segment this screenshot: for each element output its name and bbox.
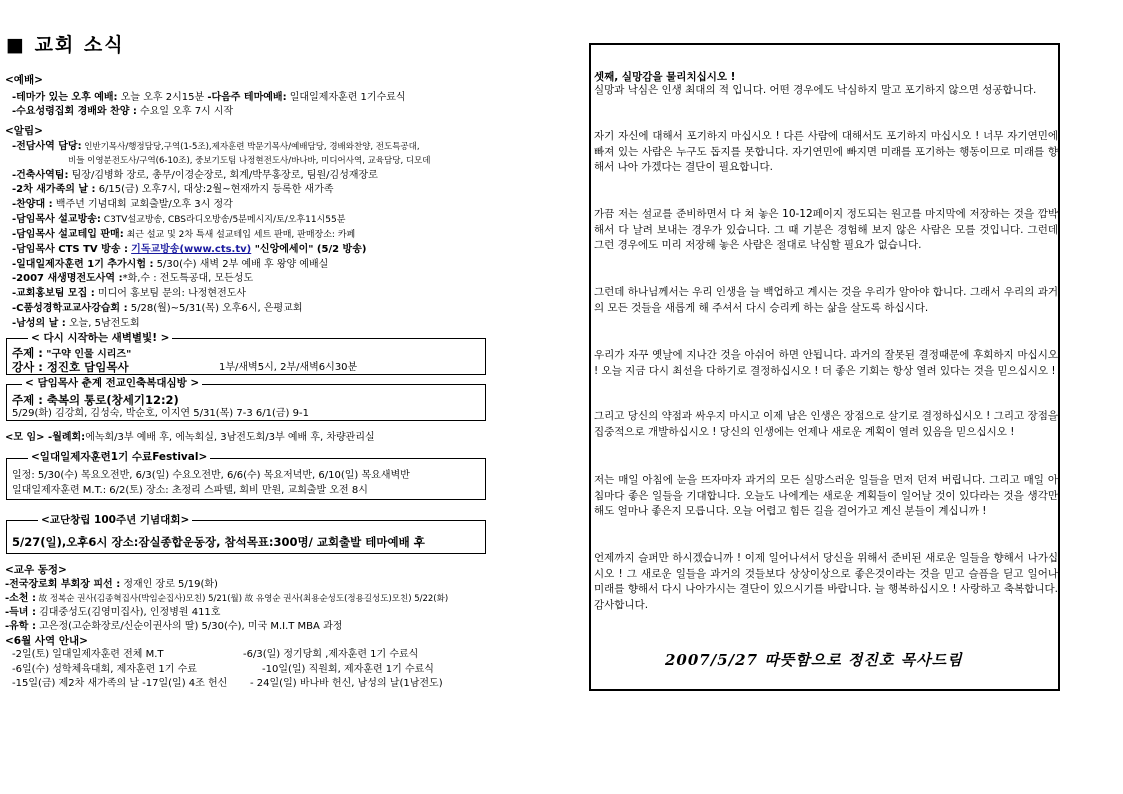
essay-title: 셋째, 실망감을 물리치십시오 ! (594, 71, 736, 83)
june-line: - 24일(일) 바나바 헌신, 남성의 날(1남전도) (250, 678, 443, 689)
notice-label: -담임목사 설교테입 판매: (12, 229, 124, 240)
notices-heading: <알림> (5, 125, 43, 137)
notice-line (12, 302, 303, 315)
member-line (5, 578, 218, 591)
notice-label: -2차 새가족의 날 : (12, 184, 96, 195)
member-text: 故 정복순 권사(김종혁집사(박임순집사)모친) 5/21(월) 故 유영순 권사(최용순성도(정용길성도)모친) 5/22(화) (35, 594, 449, 604)
meetings-text: 에녹회/3부 예배 후, 에녹회실, 3남전도회/3부 예배 후, 차량관리실 (85, 432, 375, 443)
notice-line (12, 183, 334, 196)
pastor-essay-box (589, 43, 1060, 691)
member-label: -소천 : (5, 593, 36, 604)
worship-text: 오늘 오후 2시15분 (117, 92, 208, 103)
notice-text: 5/28(월)~5/31(목) 오후6시, 은평교회 (127, 303, 303, 314)
worship-line-2 (12, 105, 233, 118)
notice-text: "신앙에세이" (5/2 방송) (251, 244, 367, 255)
festival-line-1: 일정: 5/30(수) 목요오전반, 6/3(일) 수요오전반, 6/6(수) 목요저녁반, 6/10(일) 목요새벽반 (12, 470, 410, 481)
dawn-speaker-label: 강사 : 정진호 담임목사 (12, 360, 129, 374)
member-text: 고은정(고순화장로/신순이권사의 딸) 5/30(수), 미국 M.I.T MBA 과정 (35, 621, 343, 632)
essay-paragraph: 우리가 자꾸 옛날에 지나간 것을 아쉬어 하면 안됩니다. 과거의 잘못된 결정때문에 후회하지 마십시오 ! 오늘 지금 다시 최선을 다하기로 결정하십시오 ! 더 좋은 기회는 항상 열려 있다는 것을 믿으십시오 ! (594, 349, 1058, 377)
notice-text: 6/15(금) 오후7시, 대상:2월~현재까지 등록한 새가족 (95, 184, 334, 195)
cts-link[interactable]: 기독교방송(www.cts.tv) (131, 244, 252, 255)
member-line (5, 620, 342, 633)
essay-signature: 2007/5/27 따뜻함으로 정진호 목사드림 (665, 651, 963, 669)
meetings-sublabel: -월례회: (44, 432, 86, 443)
essay-paragraph: 그리고 당신의 약점과 싸우지 마시고 이제 남은 인생은 장점으로 살기로 결정하십시오 ! 그리고 장점을 집중적으로 개발하십시오 ! 당신의 인생에는 언제나 새로운 계획이 열려 있음을 믿으십시오 ! (594, 410, 1058, 438)
notice-line (12, 287, 246, 300)
notice-text: 미디어 홍보팀 문의: 나정현전도사 (94, 288, 247, 299)
notice-line (12, 317, 140, 330)
worship-heading: <예배> (5, 74, 43, 86)
notice-text: 백주년 기념대회 교회출발/오후 3시 정각 (52, 199, 233, 210)
page-title (6, 30, 125, 57)
worship-text: 일대일제자훈련 1기수료식 (286, 92, 406, 103)
notice-text: 최근 설교 및 2차 특새 설교테입 세트 판매, 판매장소: 카페 (123, 230, 356, 240)
centennial-text (12, 535, 425, 551)
member-text: 정재인 장로 5/19(화) (120, 579, 218, 590)
essay-paragraph: 가끔 저는 설교를 준비하면서 다 쳐 놓은 10-12페이지 정도되는 원고를 마지막에 저장하는 것을 깜박해서 다 날려 보내는 경우가 있습니다. 그 때 기분은 경험해 보지 않은 사람은 모를 것입니다. 그런데 그런 경우에도 미리 저장해 놓은 사람은 절대로 낙심할 필요가 없습니다. (594, 208, 1058, 251)
notice-text: 5/30(수) 새벽 2부 예배 후 왕양 예배실 (153, 259, 329, 270)
notice-line (12, 213, 345, 227)
essay-paragraph: 저는 매일 아침에 눈을 뜨자마자 과거의 모든 실망스러운 일들을 먼저 던져 버립니다. 그리고 매일 아침마다 좋은 일들을 기대합니다. 오늘도 나에게는 새로운 계획들이 일어날 것이 있다라는 것을 생각만 해도 얼마나 좋은지 모릅니다. 오늘 어렵고 힘든 길을 걸어가고 계신 분들이 계십니까 ! (594, 474, 1058, 517)
festival-line-2: 일대일제자훈련 M.T.: 6/2(토) 장소: 초정리 스파텔, 회비 만원, 교회출발 오전 8시 (12, 485, 368, 496)
notice-label: -담임목사 CTS TV 방송 : (12, 244, 128, 255)
dawn-topic-label: 주제 : (12, 346, 43, 360)
notice-text: 비들 이영분전도사/구역(6-10조), 중보기도팀 나정현전도사/바나바, 미디어사역, 교육담당, 디모데 (68, 156, 431, 166)
notice-line (12, 243, 366, 256)
member-line (5, 606, 220, 619)
essay-paragraph: 자기 자신에 대해서 포기하지 마십시오 ! 다른 사람에 대해서도 포기하지 마십시오 ! 너무 자기연민에 빠져 있는 사람은 누구도 돕지를 못합니다. 자기연민에 빠지면 미래를 포기하는 행동이므로 미래를 향해서 나아 가겠다는 결단이 필요합니다. (594, 130, 1058, 173)
notice-label: -2007 새생명전도사역 : (12, 273, 123, 284)
member-text: 김대중성도(김영미집사), 인정병원 411호 (35, 607, 221, 618)
notice-line (12, 272, 253, 285)
revival-topic-label: 주제 : 축복의 통로(창세기12:2) (12, 393, 179, 407)
festival-box-label: <일대일제자훈련1기 수료Festival> (28, 451, 210, 464)
meetings-line (5, 431, 375, 444)
june-line: -6/3(일) 정기당회 ,제자훈련 1기 수료식 (243, 649, 419, 660)
notice-text: 오늘, 5남전도회 (65, 318, 140, 329)
notice-label: -담임목사 설교방송: (12, 214, 101, 225)
june-line: -15일(금) 제2차 새가족의 날 -17일(일) 4조 헌신 (12, 678, 228, 689)
june-heading: <6월 사역 안내> (5, 635, 88, 647)
june-line: -10일(일) 직원회, 제자훈련 1기 수료식 (262, 664, 434, 675)
dawn-box-label: < 다시 시작하는 새벽별빛! > (28, 332, 172, 345)
revival-box-label: < 담임목사 춘계 전교인축복대심방 > (22, 377, 202, 390)
notice-text: C3TV설교방송, CBS라디오방송/5분메시지/토/오후11시55분 (100, 215, 346, 225)
notice-label: -남성의 날 : (12, 318, 66, 329)
essay-paragraph: 실망과 낙심은 인생 최대의 적 입니다. 어떤 경우에도 낙심하지 말고 포기하지 않으면 성공합니다. (594, 84, 1037, 96)
revival-schedule: 5/29(화) 김강희, 김성숙, 박순호, 이지연 5/31(목) 7-3 6/1(금) 9-1 (12, 408, 309, 419)
worship-text: 수요일 오후 7시 시작 (136, 106, 234, 117)
june-line: -2일(토) 일대일제자훈련 전체 M.T (12, 649, 164, 660)
worship-label: -수요성령집회 경배와 찬양 : (12, 106, 137, 117)
notice-label: -건축사역팀: (12, 170, 69, 181)
member-label: -전국장로회 부회장 피선 : (5, 579, 121, 590)
notice-label: -전담사역 담당: (12, 141, 82, 152)
member-line (5, 592, 448, 606)
notice-line (12, 169, 378, 182)
essay-paragraph: 언제까지 슬퍼만 하시겠습니까 ! 이제 일어나셔서 당신을 위해서 준비된 새로운 일들을 향해서 나가십시오 ! 그 새로운 일들을 과거의 것들보다 상상이상으로 좋은것이라는 것을 믿고 슬픔을 딛고 일어나 미래를 향해서 다시 나아가시는 결단이 있으시기를 바랍니다. 늘 행복하십시오 ! 사랑하고 축복합니다. 감사합니다. (594, 552, 1058, 611)
notice-label: -찬양대 : (12, 199, 53, 210)
notice-line (68, 154, 430, 168)
notice-line (12, 140, 420, 154)
centennial-box-label: <교단창립 100주년 기념대회> (38, 514, 192, 527)
notice-label: -교회홍보팀 모집 : (12, 288, 95, 299)
worship-label: -테마가 있는 오후 예배: (12, 92, 118, 103)
worship-line-1 (12, 91, 406, 104)
member-label: -유학 : (5, 621, 36, 632)
dawn-times: 1부/새벽5시, 2부/새벽6시30분 (219, 362, 358, 373)
notice-line (12, 198, 233, 211)
meetings-label: <모 임> (5, 432, 45, 443)
centennial-text-content: 5/27(일),오후6시 장소:잠실종합운동장, 참석목표:300명/ 교회출발 테마예배 후 (12, 535, 425, 549)
notice-label: -C품성경학교교사강습회 : (12, 303, 128, 314)
member-label: -득녀 : (5, 607, 36, 618)
title-text: 교회 소식 (34, 34, 125, 56)
notice-label: -일대일제자훈련 1기 추가시험 : (12, 259, 154, 270)
notice-text: 인반기목사/행정담당,구역(1-5조),제자훈련 박문기목사/예배담당, 경배와찬양, 전도특공대, (81, 142, 420, 152)
june-line: -6일(수) 성학체육대회, 제자훈련 1기 수료 (12, 664, 197, 675)
dawn-topic-text: "구약 인물 시리즈" (42, 349, 132, 360)
dawn-speaker (12, 360, 129, 376)
notice-text: *화,수 : 전도특공대, 모든성도 (122, 273, 254, 284)
members-heading: <교우 동정> (5, 564, 67, 576)
title-square-icon: ■ (6, 34, 26, 56)
notice-line (12, 258, 328, 271)
notice-line (12, 228, 355, 242)
notice-text: 팀장/김병화 장로, 총무/이경순장로, 회계/박무홍장로, 팀원/김성재장로 (68, 170, 378, 181)
worship-label: -다음주 테마예배: (207, 92, 287, 103)
essay-paragraph: 그런데 하나님께서는 우리 인생을 늘 백업하고 계시는 것을 우리가 알아야 합니다. 그래서 우리의 과거의 모든 것들을 새롭게 해 주셔서 다시 승리케 하는 삶을 살도록 하십시다. (594, 286, 1058, 314)
